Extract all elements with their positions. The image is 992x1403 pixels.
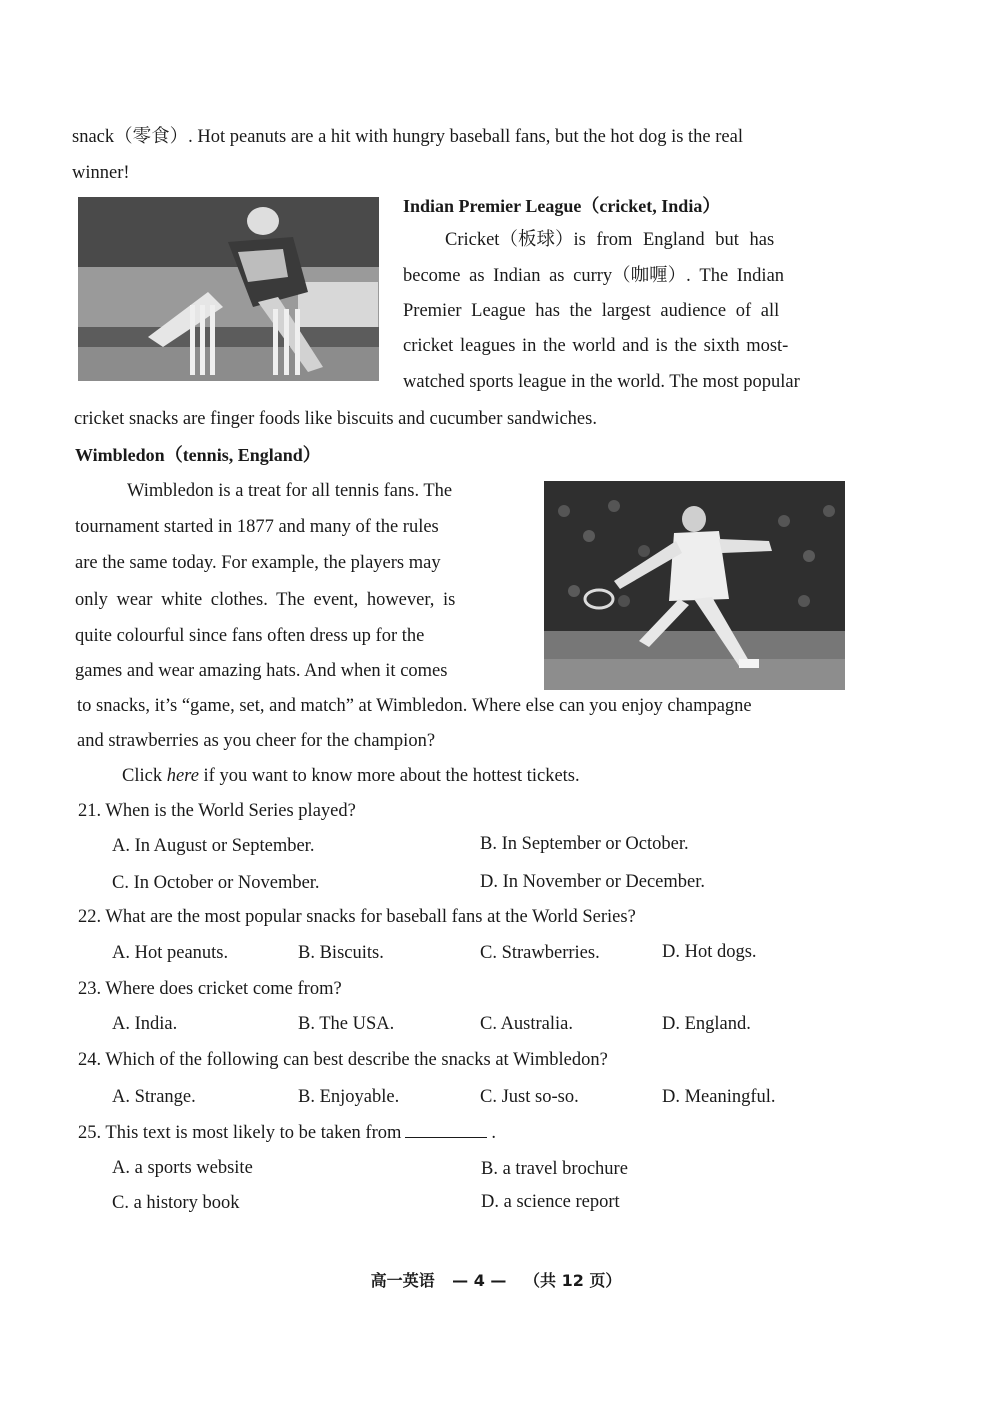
option-c[interactable]: C. a history book — [112, 1193, 240, 1213]
wimbledon-line: are the same today. For example, the players may — [75, 553, 441, 573]
option-c[interactable]: C. Just so-so. — [480, 1087, 579, 1107]
intro-line-1: snack（零食）. Hot peanuts are a hit with hungry baseball fans, but the hot dog is the real — [72, 127, 743, 147]
page-footer — [0, 1268, 992, 1291]
option-a[interactable]: A. In August or September. — [112, 836, 315, 856]
option-a[interactable]: A. Hot peanuts. — [112, 943, 229, 963]
option-d[interactable]: D. In November or December. — [480, 872, 705, 892]
wimbledon-line: to snacks, it’s “game, set, and match” at Wimbledon. Where else can you enjoy champagne — [77, 696, 752, 716]
option-d[interactable]: D. a science report — [481, 1192, 620, 1212]
footer-page-number: — 4 — — [452, 1271, 507, 1290]
question-stem: 22. What are the most popular snacks for baseball fans at the World Series? — [78, 907, 636, 927]
wimbledon-line: tournament started in 1877 and many of the rules — [75, 517, 439, 537]
wimbledon-line: quite colourful since fans often dress up for the — [75, 626, 425, 646]
option-c[interactable]: C. Strawberries. — [480, 943, 600, 963]
question-stem — [78, 1123, 496, 1143]
option-c[interactable]: C. Australia. — [480, 1014, 574, 1034]
answer-blank[interactable] — [405, 1123, 487, 1138]
option-b[interactable]: B. The USA. — [298, 1014, 395, 1034]
cricket-player-photo — [78, 197, 379, 381]
option-c[interactable]: C. In October or November. — [112, 873, 320, 893]
ipl-line: Premier League has the largest audience of all — [403, 301, 780, 321]
option-a[interactable]: A. a sports website — [112, 1158, 253, 1178]
wimbledon-line: only wear white clothes. The event, however, is — [75, 590, 456, 610]
option-b[interactable]: B. Enjoyable. — [298, 1087, 400, 1107]
intro-line-2: winner! — [72, 163, 130, 183]
question-stem: 23. Where does cricket come from? — [78, 979, 342, 999]
option-d[interactable]: D. Meaningful. — [662, 1087, 776, 1107]
footer-total-pages: （共 12 页） — [524, 1271, 622, 1290]
question-stem-end: . — [491, 1123, 496, 1143]
wimbledon-line: and strawberries as you cheer for the champion? — [77, 731, 436, 751]
here-link[interactable]: here — [166, 766, 199, 786]
question-stem: 24. Which of the following can best describe the snacks at Wimbledon? — [78, 1050, 608, 1070]
click-before-text: Click — [122, 766, 167, 786]
footer-subject: 高一英语 — [370, 1271, 435, 1290]
option-a[interactable]: A. India. — [112, 1014, 178, 1034]
option-b[interactable]: B. In September or October. — [480, 834, 689, 854]
ipl-heading: Indian Premier League（cricket, India） — [403, 196, 721, 216]
wimbledon-line: games and wear amazing hats. And when it comes — [75, 661, 448, 681]
ipl-line: become as Indian as curry（咖喱）. The Indian — [403, 266, 785, 286]
wimbledon-heading: Wimbledon（tennis, England） — [75, 445, 321, 465]
option-d[interactable]: D. Hot dogs. — [662, 942, 757, 962]
ipl-line: Cricket（板球）is from England but has — [445, 230, 775, 250]
option-a[interactable]: A. Strange. — [112, 1087, 196, 1107]
ipl-line: cricket leagues in the world and is the sixth most- — [403, 336, 789, 356]
click-after-text: if you want to know more about the hottest tickets. — [198, 766, 580, 786]
option-b[interactable]: B. a travel brochure — [481, 1159, 628, 1179]
option-d[interactable]: D. England. — [662, 1014, 751, 1034]
question-stem: 21. When is the World Series played? — [78, 801, 356, 821]
wimbledon-line: Wimbledon is a treat for all tennis fans. The — [127, 481, 453, 501]
tennis-player-photo — [544, 481, 845, 690]
ipl-line: cricket snacks are finger foods like biscuits and cucumber sandwiches. — [74, 409, 597, 429]
question-stem-text: 25. This text is most likely to be taken from — [78, 1123, 402, 1143]
ipl-line: watched sports league in the world. The most popular — [403, 372, 800, 392]
option-b[interactable]: B. Biscuits. — [298, 943, 384, 963]
click-here-line — [122, 767, 580, 786]
